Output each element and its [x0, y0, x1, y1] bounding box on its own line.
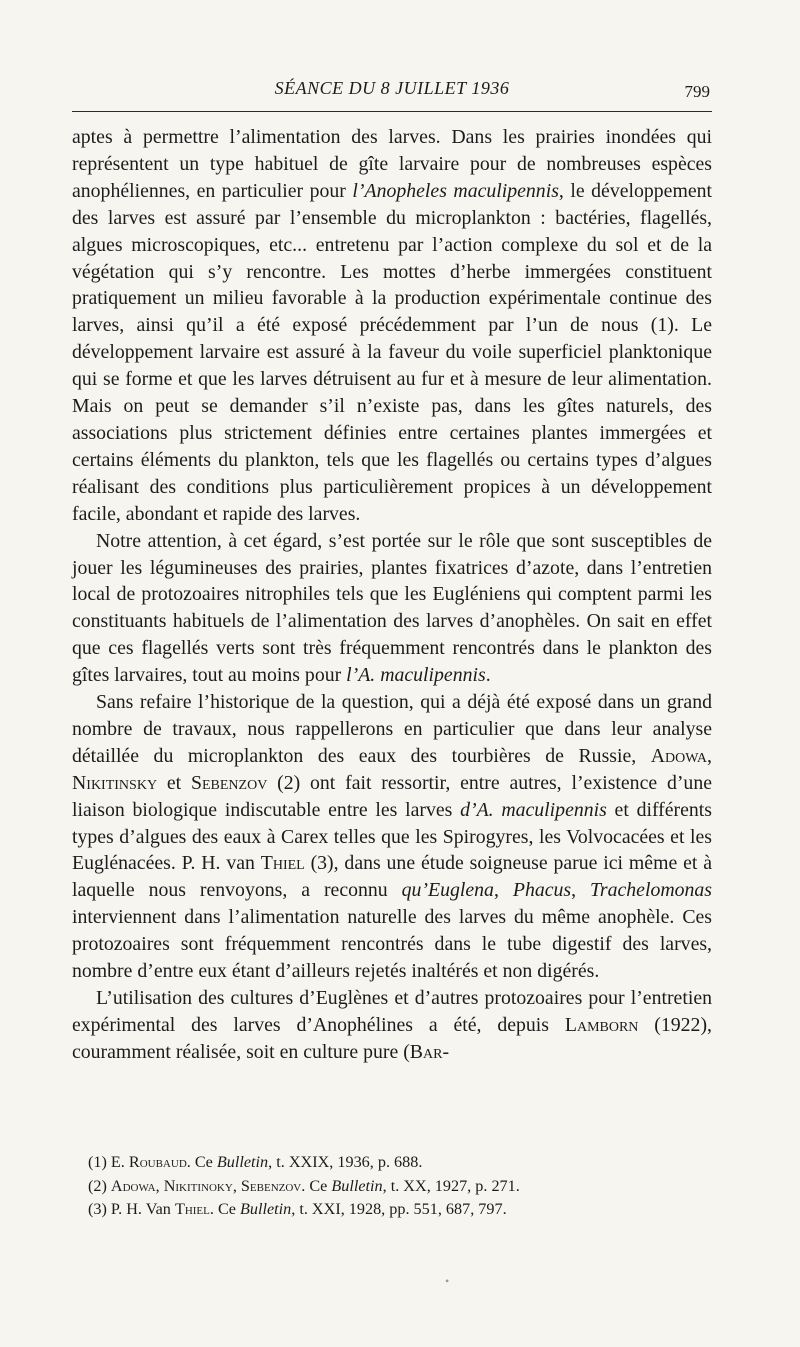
author-name: Bar- — [409, 1040, 450, 1063]
running-head: SÉANCE DU 8 JUILLET 1936 — [274, 78, 510, 98]
page-number: 799 — [684, 82, 710, 101]
header-rule — [72, 111, 712, 112]
footnote-1: (1) E. Roubaud. Ce Bulletin, t. XXIX, 1936, p. 688. — [88, 1153, 423, 1171]
paragraph-2: Notre attention, à cet égard, s’est portée sur le rôle que sont susceptibles de jouer les légumineuses des prairies, plantes fixatrices d’azote, dans l’entretien local de protozoaires nitrophiles tels que les Eugléniens qui comptent parmi les constituants habituels de l’alimentation des larves d’anophèles. On sait en effet que ces flagellés verts sont très fréquemment rencontrés dans le plankton des gîtes larvaires, tout au moins pour l’A. maculipennis. — [72, 529, 712, 687]
author-name: Thiel — [260, 852, 305, 875]
footnote-2: (2) Adowa, Nikitinoky, Sebenzov. Ce Bulletin, t. XX, 1927, p. 271. — [88, 1176, 520, 1195]
paragraph-4: L’utilisation des cultures d’Euglènes et d’autres protozoaires pour l’entretien expérimental des larves d’Anophélines a été, depuis Lamborn (1922), couramment réalisée, soit en culture pure (Bar- — [72, 987, 712, 1063]
paragraph-1: aptes à permettre l’alimentation des larves. Dans les prairies inondées qui représentent un type habituel de gîte larvaire pour de nombreuses espèces anophéliennes, en particulier pour l’Anopheles maculipennis, le développement des larves est assuré par l’ensemble du microplankton : bactéries, flagellés, algues microscopiques, etc... entretenu par l’action complexe du sol et de la végétation qui s’y rencontre. Les mottes d’herbe immergées constituent pratiquement un milieu favorable à la production expérimentale continue des larves, ainsi qu’il a été exposé précédemment par l’un de nous (1). Le développement larvaire est assuré à la faveur du voile superficiel planktonique qui se forme et que les larves détruisent au fur et à mesure de leur alimentation. Mais on peut se demander s’il n’existe pas, dans les gîtes naturels, des associations plus strictement définies entre certaines plantes immergées et certains éléments du plankton, tels que les flagellés ou certains types d’algues réalisant des conditions plus particulièrement propices à un développement facile, abondant et rapide des larves. — [72, 126, 713, 525]
page-header — [72, 78, 712, 108]
footnotes — [88, 1151, 712, 1222]
paragraph-3: Sans refaire l’historique de la question, qui a déjà été exposé dans un grand nombre de travaux, nous rappellerons en particulier que dans leur analyse détaillée du microplankton des eaux des tourbières de Russie, Adowa, Nikitinsky et Sebenzov (2) ont fait ressortir, entre autres, l’existence d’une liaison biologique indiscutable entre les larves d’A. maculipennis et différents types d’algues des eaux à Carex telles que les Spirogyres, les Volvocacées et les Euglénacées. P. H. van Thiel (3), dans une étude soigneuse parue ici même et à laquelle nous renvoyons, a reconnu qu’Euglena, Phacus, Trachelomonas interviennent dans l’alimentation naturelle des larves du même anophèle. Ces protozoaires sont fréquemment rencontrés dans le tube digestif des larves, nombre d’entre eux étant d’ailleurs rejetés inaltérés et non digérés. — [72, 691, 713, 983]
author-name: Adowa — [650, 744, 708, 767]
footnote-3: (3) P. H. Van Thiel. Ce Bulletin, t. XXI, 1928, pp. 551, 687, 797. — [88, 1200, 507, 1218]
author-name: Lamborn — [564, 1013, 639, 1036]
author-name: Nikitinsky — [72, 771, 158, 794]
body-text — [72, 124, 712, 1066]
author-name: Sebenzov — [190, 771, 268, 794]
stray-mark: • — [445, 1274, 450, 1288]
